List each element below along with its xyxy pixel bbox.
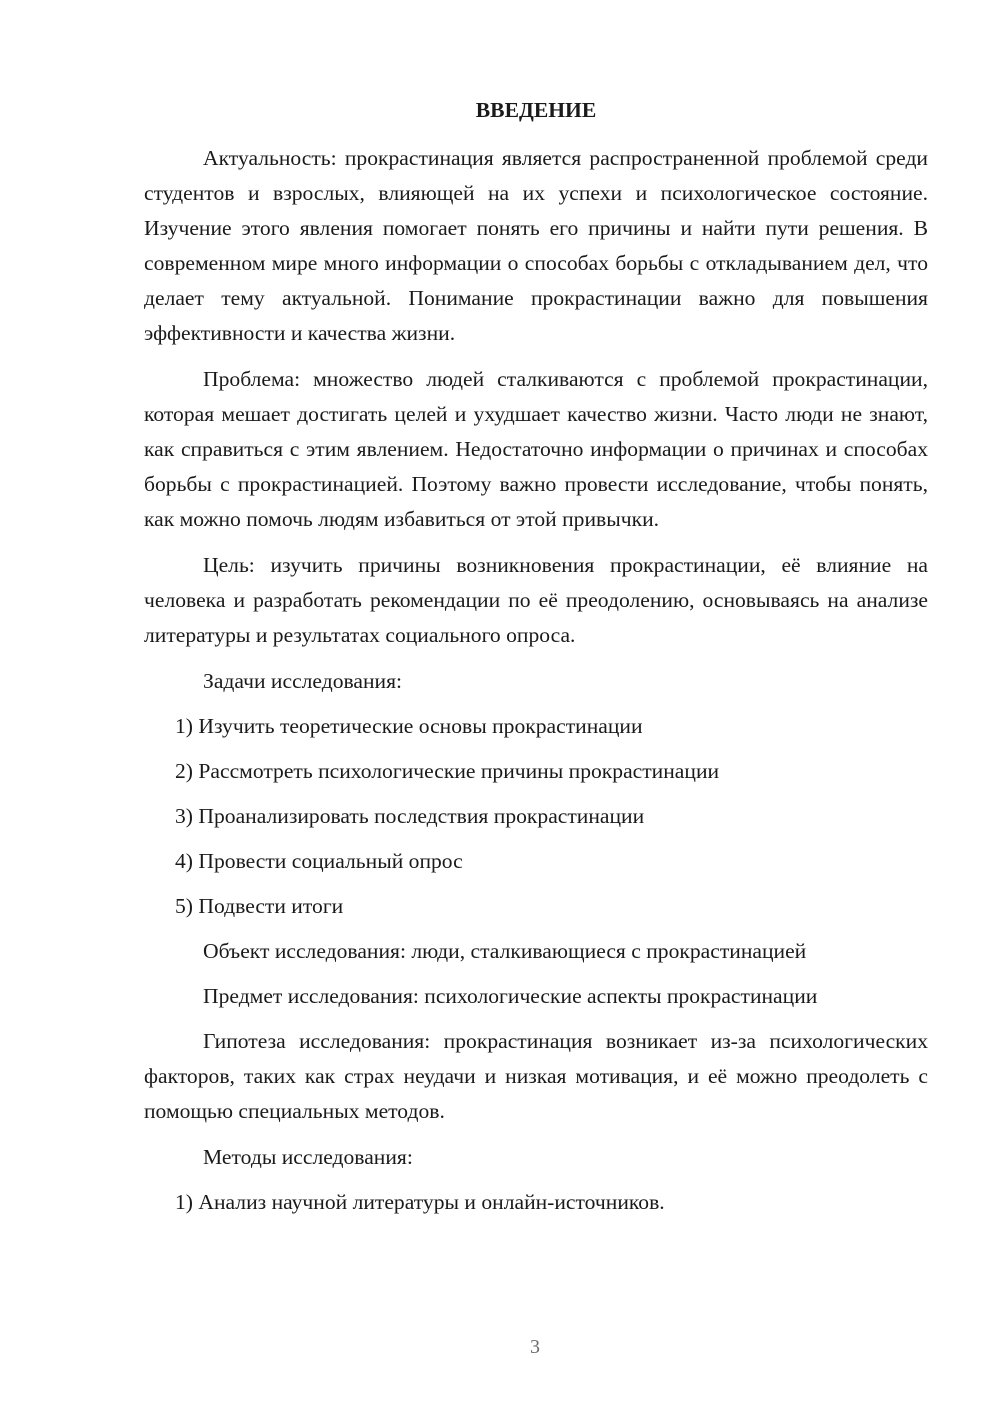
subject-line: Предмет исследования: психологические аспекты прокрастинации [203, 984, 818, 1008]
task-item: 4) Провести социальный опрос [175, 849, 463, 873]
hypothesis-paragraph: Гипотеза исследования: прокрастинация возникает из-за психологических факторов, таких как страх неудачи и низкая мотивация, и её можно преодолеть с помощью специальных методов. [144, 1029, 928, 1123]
relevance-paragraph: Актуальность: прокрастинация является распространенной проблемой среди студентов и взрослых, влияющей на их успехи и психологическое состояние. Изучение этого явления помогает понять его причины и найти пути решения. В современном мире много информации о способах борьбы с откладыванием дел, что делает тему актуальной. Понимание прокрастинации важно для повышения эффективности и качества жизни. [144, 146, 928, 345]
task-item: 2) Рассмотреть психологические причины прокрастинации [175, 759, 720, 783]
section-heading: ВВЕДЕНИЕ [475, 98, 597, 122]
task-item: 1) Изучить теоретические основы прокрастинации [175, 714, 643, 738]
page-number: 3 [530, 1336, 540, 1358]
object-line: Объект исследования: люди, сталкивающиеся с прокрастинацией [203, 939, 807, 963]
method-item: 1) Анализ научной литературы и онлайн-источников. [175, 1190, 665, 1214]
task-item: 5) Подвести итоги [175, 894, 344, 918]
tasks-heading: Задачи исследования: [203, 669, 403, 693]
problem-paragraph: Проблема: множество людей сталкиваются с проблемой прокрастинации, которая мешает достигать целей и ухудшает качество жизни. Часто люди не знают, как справиться с этим явлением. Недостаточно информации о причинах и способах борьбы с прокрастинацией. Поэтому важно провести исследование, чтобы понять, как можно помочь людям избавиться от этой привычки. [144, 367, 928, 531]
goal-paragraph: Цель: изучить причины возникновения прокрастинации, её влияние на человека и разработать рекомендации по её преодолению, основываясь на анализе литературы и результатах социального опроса. [144, 553, 928, 647]
task-item: 3) Проанализировать последствия прокрастинации [175, 804, 645, 828]
methods-heading: Методы исследования: [203, 1145, 413, 1169]
document-body [144, 141, 928, 1220]
